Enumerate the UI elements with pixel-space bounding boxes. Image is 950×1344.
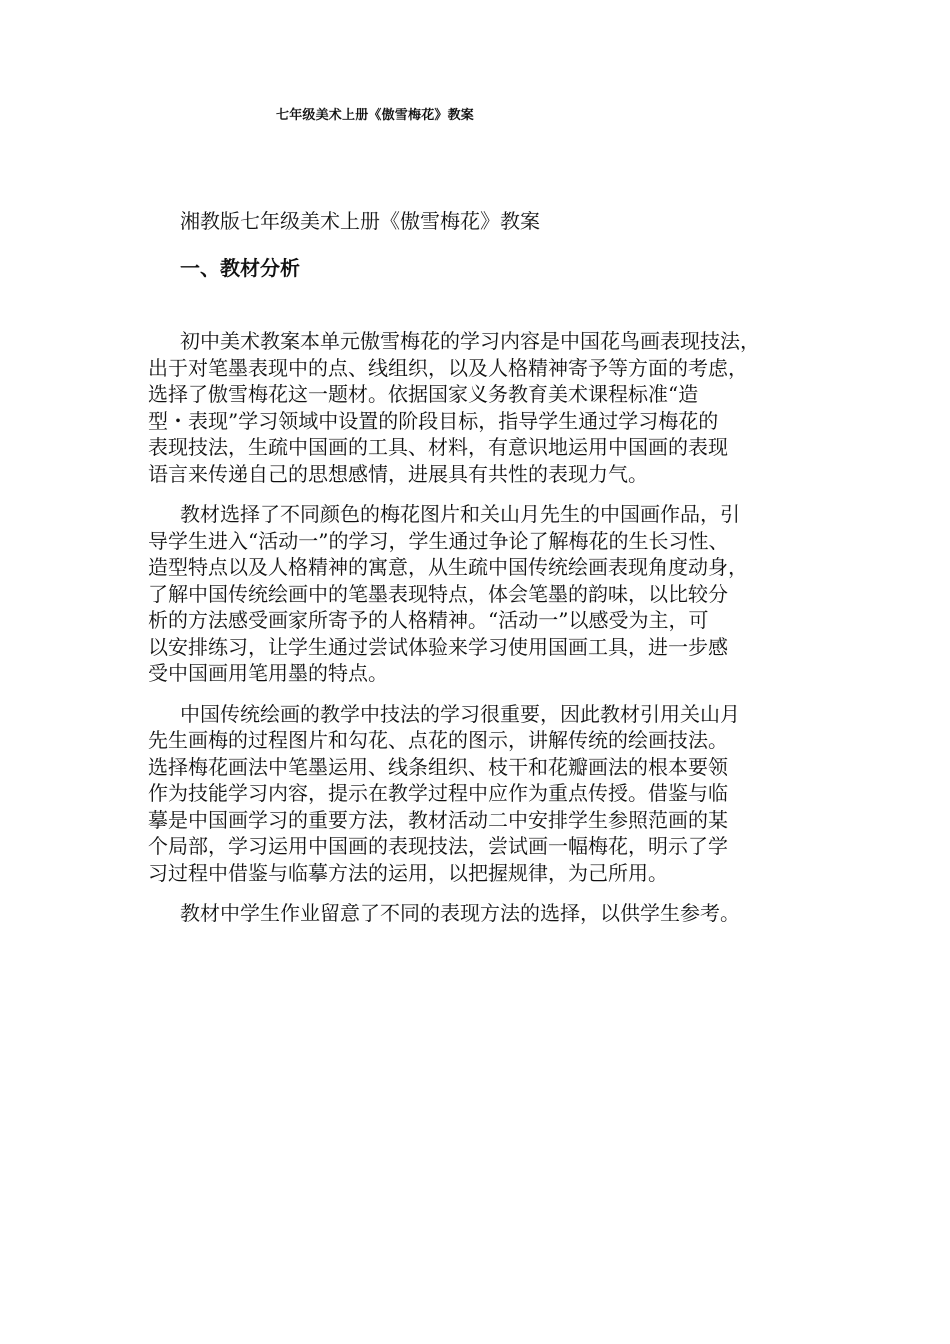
paragraph-line: 先生画梅的过程图片和勾花、点花的图示，讲解传统的绘画技法。: [148, 728, 728, 752]
paragraph-line: 了解中国传统绘画中的笔墨表现特点，体会笔墨的韵味，以比较分: [148, 581, 728, 606]
paragraph-2: [148, 501, 808, 687]
paragraph-line: 选择了傲雪梅花这一题材。依据国家义务教育美术课程标准“造: [148, 382, 699, 406]
page-header-title: 七年级美术上册《傲雪梅花》教案: [276, 108, 475, 123]
paragraph-line: 个局部，学习运用中国画的表现技法，尝试画一幅梅花，明示了学: [148, 834, 728, 858]
paragraph-4: [148, 900, 808, 927]
paragraph-line: 析的方法感受画家所寄予的人格精神。“活动一”以感受为主，可: [148, 608, 709, 632]
paragraph-line: 教材选择了不同颜色的梅花图片和关山月先生的中国画作品，引: [180, 502, 740, 526]
paragraph-line: 导学生进入“活动一”的学习，学生通过争论了解梅花的生长习性、: [148, 528, 729, 553]
paragraph-line: 摹是中国画学习的重要方法，教材活动二中安排学生参照范画的某: [148, 807, 728, 832]
paragraph-line: 造型特点以及人格精神的寓意，从生疏中国传统绘画表现角度动身，: [148, 555, 748, 579]
paragraph-line: 表现技法，生疏中国画的工具、材料，有意识地运用中国画的表现: [148, 435, 728, 459]
paragraph-line: 型・表现”学习领域中设置的阶段目标，指导学生通过学习梅花的: [148, 408, 719, 433]
paragraph-line: 选择梅花画法中笔墨运用、线条组织、枝干和花瓣画法的根本要领: [148, 754, 728, 779]
paragraph-line: 教材中学生作业留意了不同的表现方法的选择，以供学生参考。: [180, 901, 740, 925]
paragraph-1: [148, 328, 808, 487]
paragraph-line: 以安排练习，让学生通过尝试体验来学习使用国画工具，进一步感: [148, 634, 728, 659]
paragraph-line: 出于对笔墨表现中的点、线组织，以及人格精神寄予等方面的考虑，: [148, 355, 748, 380]
document-title: 湘教版七年级美术上册《傲雪梅花》教案: [180, 209, 540, 233]
body-text: [148, 328, 808, 941]
paragraph-line: 习过程中借鉴与临摹方法的运用，以把握规律，为己所用。: [148, 860, 668, 885]
paragraph-line: 语言来传递自己的思想感情，进展具有共性的表现力气。: [148, 461, 648, 486]
paragraph-line: 作为技能学习内容，提示在教学过程中应作为重点传授。借鉴与临: [148, 781, 728, 805]
paragraph-line: 受中国画用笔用墨的特点。: [148, 661, 388, 685]
paragraph-line: 中国传统绘画的教学中技法的学习很重要，因此教材引用关山月: [180, 701, 740, 726]
paragraph-3: [148, 701, 808, 887]
section-heading: 一、教材分析: [180, 256, 300, 280]
paragraph-line: 初中美术教案本单元傲雪梅花的学习内容是中国花鸟画表现技法，: [180, 329, 760, 353]
